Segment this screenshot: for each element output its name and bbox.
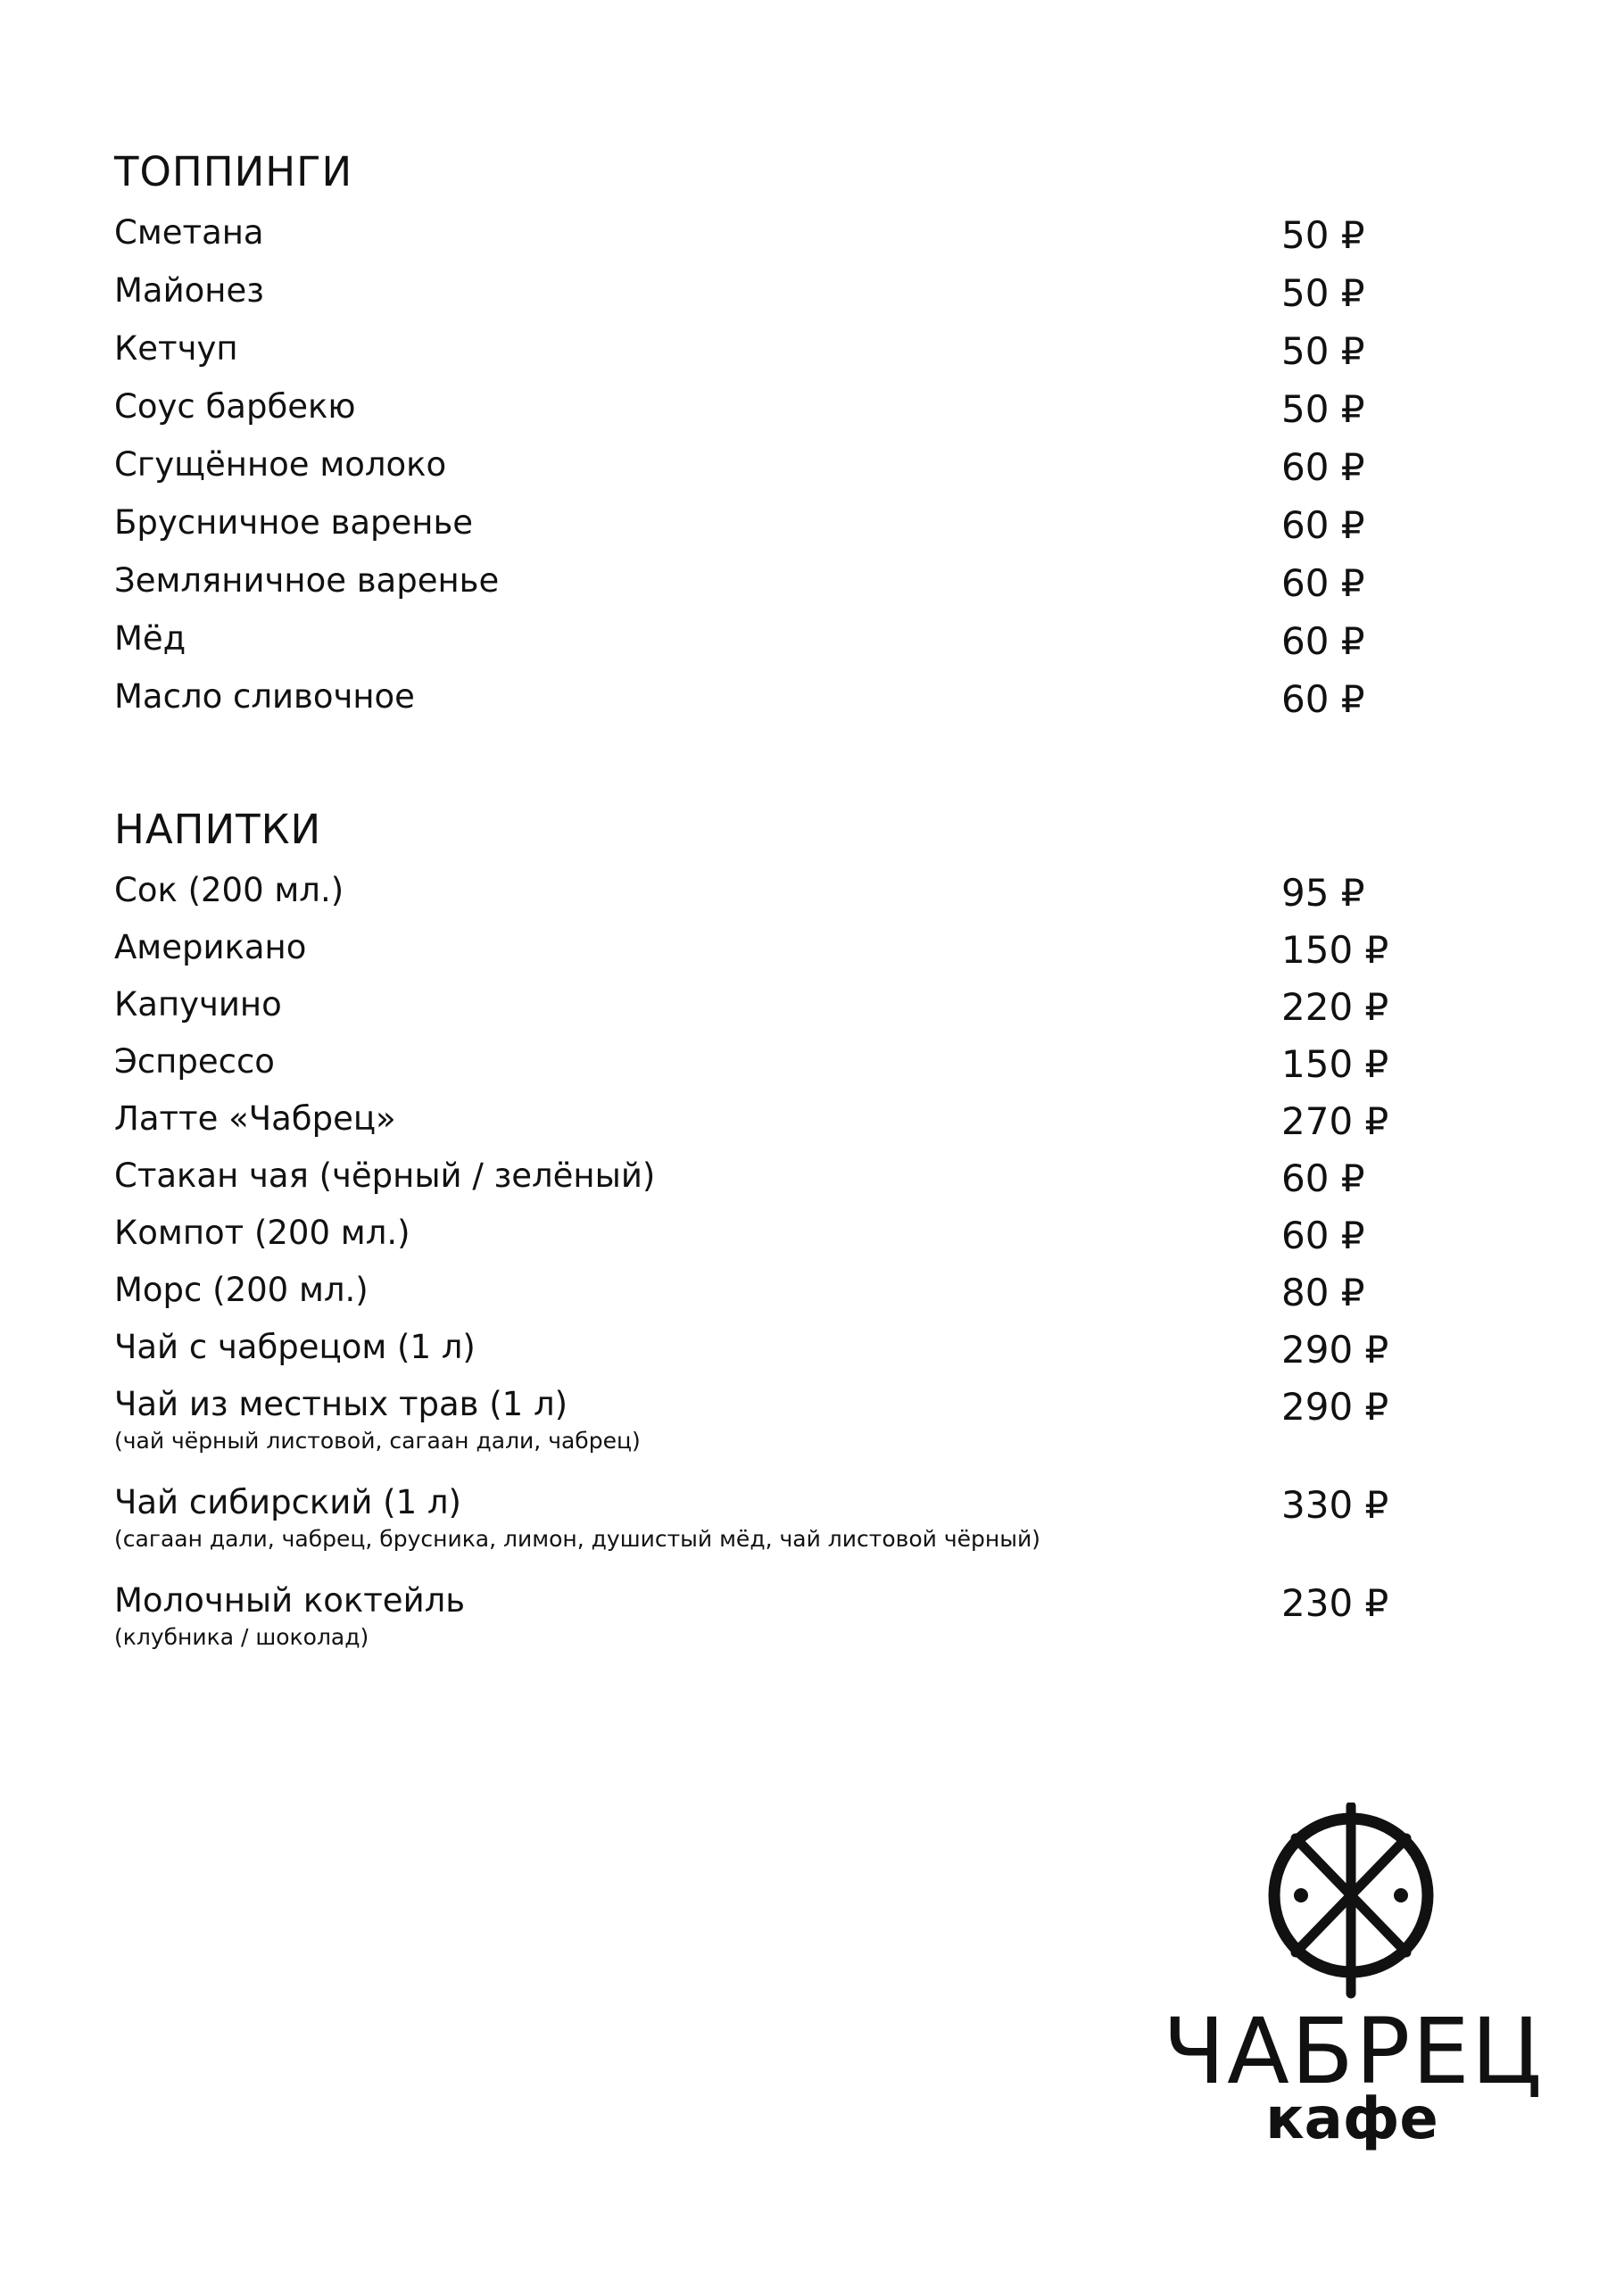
item-name: Кетчуп xyxy=(114,329,238,368)
item-name: Сгущённое молоко xyxy=(114,445,447,484)
item-note: (клубника / шоколад) xyxy=(114,1624,369,1650)
menu-item xyxy=(114,866,1453,923)
item-price: 60 ₽ xyxy=(1281,1214,1365,1257)
drinks-title: НАПИТКИ xyxy=(114,806,322,853)
item-name: Мёд xyxy=(114,619,186,658)
item-name: Майонез xyxy=(114,271,264,310)
item-price: 50 ₽ xyxy=(1281,387,1365,431)
menu-item xyxy=(114,208,1453,266)
logo-wordmark: ЧАБРЕЦ xyxy=(1163,1999,1544,2105)
item-price: 150 ₽ xyxy=(1281,1042,1389,1086)
menu-item xyxy=(114,1151,1453,1208)
item-name: Соус барбекю xyxy=(114,387,356,426)
item-price: 60 ₽ xyxy=(1281,445,1365,489)
item-name: Компот (200 мл.) xyxy=(114,1214,410,1252)
toppings-list xyxy=(114,208,1453,730)
menu-item xyxy=(114,1576,1453,1669)
item-price: 80 ₽ xyxy=(1281,1271,1365,1314)
item-name: Латте «Чабрец» xyxy=(114,1099,396,1138)
menu-item xyxy=(114,1322,1453,1380)
item-price: 290 ₽ xyxy=(1281,1385,1389,1429)
menu-item xyxy=(114,980,1453,1037)
menu-item xyxy=(114,1478,1453,1576)
item-price: 60 ₽ xyxy=(1281,561,1365,605)
item-note: (чай чёрный листовой, сагаан дали, чабрец) xyxy=(114,1428,641,1454)
menu-item xyxy=(114,1037,1453,1094)
menu-item xyxy=(114,1094,1453,1151)
menu-item xyxy=(114,1265,1453,1322)
item-name: Брусничное варенье xyxy=(114,503,474,542)
menu-item xyxy=(114,382,1453,440)
item-name: Чай с чабрецом (1 л) xyxy=(114,1328,476,1366)
menu-item xyxy=(114,266,1453,324)
drinks-section xyxy=(114,803,1453,1669)
item-price: 230 ₽ xyxy=(1281,1581,1389,1625)
item-name: Чай сибирский (1 л) xyxy=(114,1483,461,1521)
drinks-list xyxy=(114,866,1453,1669)
item-name: Сметана xyxy=(114,213,264,252)
item-name: Стакан чая (чёрный / зелёный) xyxy=(114,1156,656,1195)
item-price: 50 ₽ xyxy=(1281,329,1365,373)
item-price: 50 ₽ xyxy=(1281,213,1365,257)
item-price: 60 ₽ xyxy=(1281,619,1365,663)
item-name: Эспрессо xyxy=(114,1042,275,1081)
logo-subtitle: кафе xyxy=(1265,2086,1438,2152)
toppings-section xyxy=(114,145,1453,730)
item-name: Морс (200 мл.) xyxy=(114,1271,369,1309)
item-price: 290 ₽ xyxy=(1281,1328,1389,1372)
menu-item xyxy=(114,1380,1453,1478)
item-price: 150 ₽ xyxy=(1281,928,1389,972)
thyme-wheel-logo-icon xyxy=(1262,1803,1440,1999)
toppings-title: ТОППИНГИ xyxy=(114,148,353,195)
item-name: Земляничное варенье xyxy=(114,561,500,600)
menu-item xyxy=(114,923,1453,980)
item-name: Капучино xyxy=(114,985,282,1024)
menu-item xyxy=(114,672,1453,730)
menu-item xyxy=(114,324,1453,382)
item-name: Молочный коктейль xyxy=(114,1581,466,1620)
item-name: Масло сливочное xyxy=(114,677,415,716)
menu-item xyxy=(114,1208,1453,1265)
item-name: Американо xyxy=(114,928,307,966)
menu-item xyxy=(114,614,1453,672)
cafe-logo xyxy=(1151,1803,1544,2177)
menu-item xyxy=(114,498,1453,556)
menu-item xyxy=(114,556,1453,614)
item-price: 60 ₽ xyxy=(1281,677,1365,721)
item-price: 50 ₽ xyxy=(1281,271,1365,315)
item-price: 220 ₽ xyxy=(1281,985,1389,1029)
menu-item xyxy=(114,440,1453,498)
item-price: 270 ₽ xyxy=(1281,1099,1389,1143)
item-name: Чай из местных трав (1 л) xyxy=(114,1385,568,1423)
item-price: 60 ₽ xyxy=(1281,1156,1365,1200)
item-price: 330 ₽ xyxy=(1281,1483,1389,1527)
item-price: 95 ₽ xyxy=(1281,871,1365,915)
item-price: 60 ₽ xyxy=(1281,503,1365,547)
item-note: (сагаан дали, чабрец, брусника, лимон, душистый мёд, чай листовой чёрный) xyxy=(114,1526,1040,1552)
item-name: Сок (200 мл.) xyxy=(114,871,344,909)
